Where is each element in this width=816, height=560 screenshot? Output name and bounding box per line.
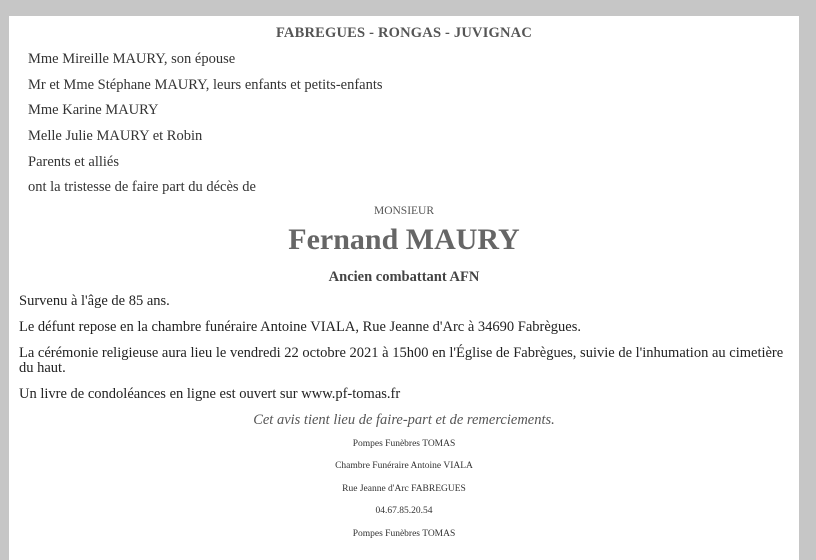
footer-line-phone: 04.67.85.20.54 bbox=[375, 506, 433, 516]
family-line-spouse: Mme Mireille MAURY, son épouse bbox=[28, 51, 236, 67]
family-line-daughter: Mme Karine MAURY bbox=[28, 102, 159, 118]
family-line-announcement: ont la tristesse de faire part du décès de bbox=[28, 179, 256, 195]
closing-note: Cet avis tient lieu de faire-part et de remerciements. bbox=[253, 412, 555, 428]
deceased-name: Fernand MAURY bbox=[288, 223, 520, 256]
footer-line-address: Rue Jeanne d'Arc FABREGUES bbox=[342, 484, 466, 494]
detail-repose: Le défunt repose en la chambre funéraire Antoine VIALA, Rue Jeanne d'Arc à 34690 Fabrègues. bbox=[19, 319, 582, 335]
deceased-subtitle: Ancien combattant AFN bbox=[328, 269, 480, 285]
detail-age: Survenu à l'âge de 85 ans. bbox=[19, 293, 170, 309]
death-notice bbox=[9, 16, 799, 560]
detail-condolences: Un livre de condoléances en ligne est ouvert sur www.pf-tomas.fr bbox=[19, 386, 401, 402]
deceased-civility: MONSIEUR bbox=[373, 205, 435, 217]
family-line-son: Mr et Mme Stéphane MAURY, leurs enfants et petits-enfants bbox=[28, 77, 383, 93]
notice-location-heading: FABREGUES - RONGAS - JUVIGNAC bbox=[275, 25, 533, 41]
footer-line-funeral-home-repeat: Pompes Funèbres TOMAS bbox=[352, 529, 456, 539]
family-line-relatives: Parents et alliés bbox=[28, 154, 120, 170]
family-line-granddaughter: Melle Julie MAURY et Robin bbox=[28, 128, 203, 144]
detail-ceremony: La cérémonie religieuse aura lieu le vendredi 22 octobre 2021 à 15h00 en l'Église de Fabrègues, suivie de l'inhumation au cimetière du haut. bbox=[19, 345, 784, 376]
footer-line-chamber: Chambre Funéraire Antoine VIALA bbox=[335, 461, 473, 471]
footer-line-funeral-home: Pompes Funèbres TOMAS bbox=[352, 439, 456, 449]
